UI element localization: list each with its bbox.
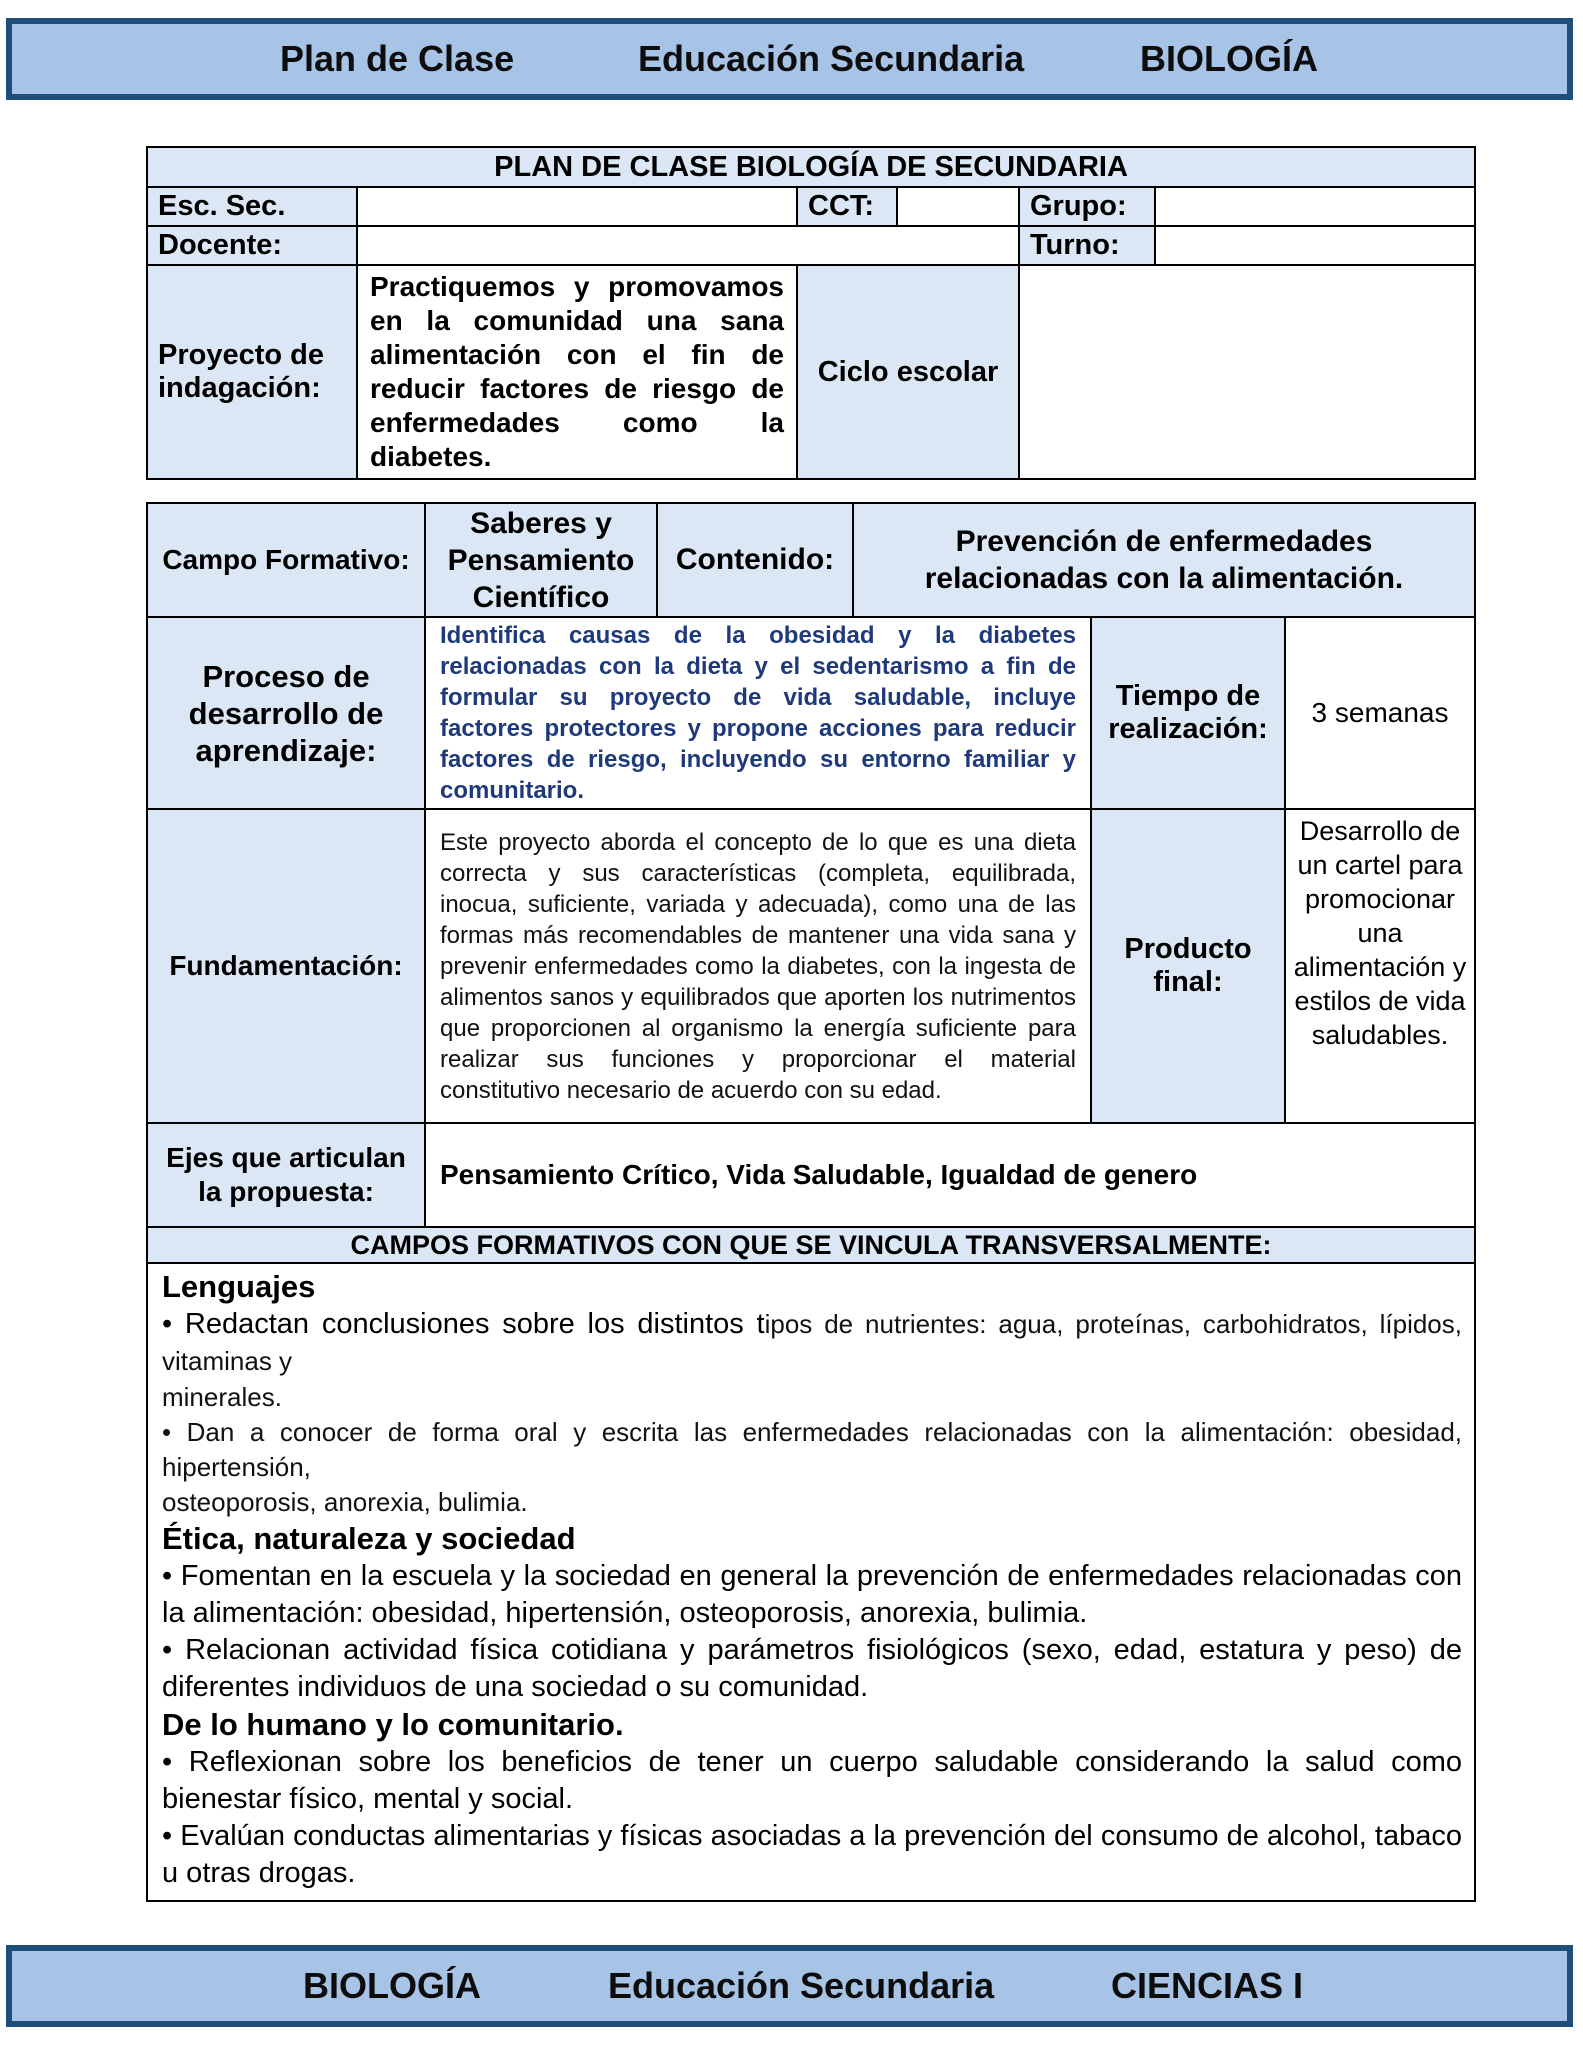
cct-value [897,187,1019,226]
turno-value [1155,226,1475,265]
etica-heading: Ética, naturaleza y sociedad [162,1521,576,1556]
campos-body [147,1263,1475,1901]
proyecto-text: Practiquemos y promovamos en la comunidad una sana alimentación con el fin de reducir factores de riesgo de enfermedades como la diabetes. [357,265,797,479]
footer-banner [6,1945,1573,2027]
campos-title: CAMPOS FORMATIVOS CON QUE SE VINCULA TRANSVERSALMENTE: [147,1227,1475,1263]
lenguajes-item-2-end: osteoporosis, anorexia, bulimia. [162,1487,528,1517]
tiempo-label: Tiempo de realización: [1091,617,1285,809]
proceso-label: Proceso de desarrollo de aprendizaje: [147,617,425,809]
esc-value [357,187,797,226]
tiempo-value: 3 semanas [1285,617,1475,809]
detail-table [146,502,1476,1902]
footer-right: CIENCIAS I [1111,1965,1304,2006]
grupo-value [1155,187,1475,226]
header-right: BIOLOGÍA [1140,38,1318,79]
info-table [146,146,1476,480]
humano-item-1: • Reflexionan sobre los beneficios de tener un cuerpo saludable considerando la salud como bienestar físico, mental y social. [162,1746,1462,1815]
grupo-label: Grupo: [1019,187,1155,226]
header-banner [6,18,1573,100]
header-center: Educación Secundaria [638,38,1025,79]
ejes-value: Pensamiento Crítico, Vida Saludable, Igualdad de genero [425,1123,1475,1227]
etica-item-1: • Fomentan en la escuela y la sociedad en general la prevención de enfermedades relacionadas con la alimentación: obesidad, hipertensión, osteoporosis, anorexia, bulimia. [162,1560,1462,1629]
docente-label: Docente: [147,226,357,265]
footer-left: BIOLOGÍA [303,1965,481,2006]
lenguajes-item-2: • Dan a conocer de forma oral y escrita las enfermedades relacionadas con la alimentación: obesidad, hipertensión, [162,1417,1462,1482]
lenguajes-item-1-start: • Redactan conclusiones sobre los distintos t [162,1308,765,1340]
fundamentacion-text: Este proyecto aborda el concepto de lo que es una dieta correcta y sus características (completa, equilibrada, inocua, suficiente, variada y adecuada), como una de las formas más recomendables de mantener una vida sana y prevenir enfermedades como la diabetes, con la ingesta de alimentos sanos y equilibrados que aporten los nutrimentos que proporcionen al organismo la energía suficiente para realizar sus funciones y proporcionar el material constitutivo necesario de acuerdo con su edad. [425,809,1091,1123]
lenguajes-heading: Lenguajes [162,1269,316,1304]
lenguajes-item-1-end: minerales. [162,1382,282,1412]
turno-label: Turno: [1019,226,1155,265]
producto-value: Desarrollo de un cartel para promocionar una alimentación y estilos de vida saludables. [1285,809,1475,1123]
humano-item-2: • Evalúan conductas alimentarias y físicas asociadas a la prevención del consumo de alcohol, tabaco u otras drogas. [162,1820,1462,1889]
docente-value [357,226,1019,265]
contenido-value: Prevención de enfermedades relacionadas con la alimentación. [853,503,1475,617]
cct-label: CCT: [797,187,897,226]
ciclo-value [1019,265,1475,479]
humano-heading: De lo humano y lo comunitario. [162,1707,624,1742]
header-left: Plan de Clase [280,38,515,79]
lenguajes-item-1-rest: ipos de nutrientes: agua, proteínas, carbohidratos, lípidos, vitaminas y [162,1309,1462,1376]
footer-center: Educación Secundaria [608,1965,995,2006]
campo-label: Campo Formativo: [147,503,425,617]
campo-value: Saberes y Pensamiento Científico [425,503,657,617]
ejes-label: Ejes que articulan la propuesta: [147,1123,425,1227]
esc-label: Esc. Sec. [147,187,357,226]
info-table-title: PLAN DE CLASE BIOLOGÍA DE SECUNDARIA [147,147,1475,187]
proceso-text: Identifica causas de la obesidad y la diabetes relacionadas con la dieta y el sedentarismo a fin de formular su proyecto de vida saludable, incluye factores protectores y propone acciones para reducir factores de riesgo, incluyendo su entorno familiar y comunitario. [425,617,1091,809]
producto-label: Producto final: [1091,809,1285,1123]
etica-item-2: • Relacionan actividad física cotidiana y parámetros fisiológicos (sexo, edad, estatura y peso) de diferentes individuos de una sociedad o su comunidad. [162,1634,1462,1703]
contenido-label: Contenido: [657,503,853,617]
fundamentacion-label: Fundamentación: [147,809,425,1123]
ciclo-label: Ciclo escolar [797,265,1019,479]
lenguajes-item-1 [162,1306,1462,1380]
proyecto-label: Proyecto de indagación: [147,265,357,479]
